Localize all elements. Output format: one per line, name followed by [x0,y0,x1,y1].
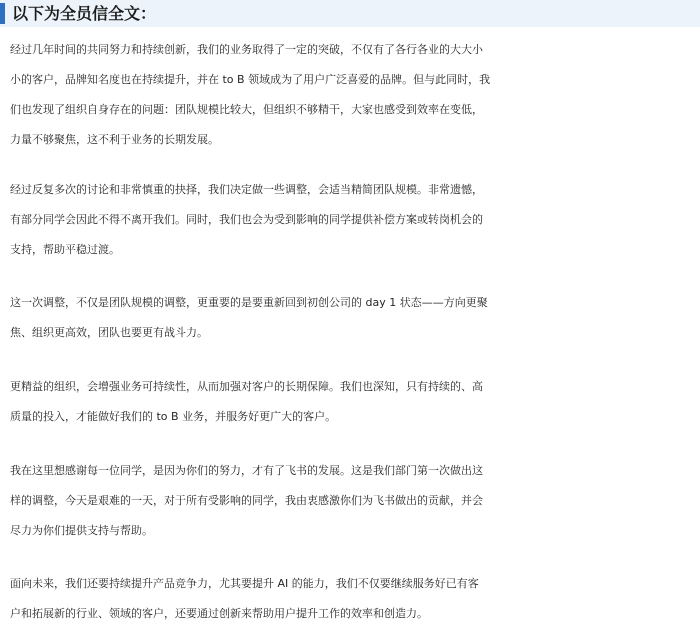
text-line: 力量不够聚焦，这不利于业务的长期发展。 [10,133,219,146]
text-line: 这一次调整，不仅是团队规模的调整，更重要的是要重新回到初创公司的 day 1 状态——方向更聚 [10,296,488,309]
paragraph-6 [10,569,700,621]
paragraph-5 [10,456,700,546]
text-line: 小的客户，品牌知名度也在持续提升，并在 to B 领域成为了用户广泛喜爱的品牌。但与此同时，我 [10,73,491,86]
text-line: 有部分同学会因此不得不离开我们。同时，我们也会为受到影响的同学提供补偿方案或转岗机会的 [10,213,483,226]
text-line: 质量的投入，才能做好我们的 to B 业务，并服务好更广大的客户。 [10,410,337,423]
paragraph-4 [10,372,700,432]
paragraph-3 [10,288,700,348]
text-line: 经过反复多次的讨论和非常慎重的抉择，我们决定做一些调整，会适当精简团队规模。非常遗憾， [10,183,483,196]
text-line: 经过几年时间的共同努力和持续创新，我们的业务取得了一定的突破，不仅有了各行各业的大大小 [10,43,483,56]
text-line: 尽力为你们提供支持与帮助。 [10,524,153,537]
paragraph-1 [10,35,700,155]
paragraph-2 [10,175,700,265]
heading-title: 以下为全员信全文： [12,4,157,23]
heading-accent-bar [0,3,5,24]
text-line: 面向未来，我们还要持续提升产品竞争力，尤其要提升 AI 的能力，我们不仅要继续服务好已有客 [10,577,479,590]
text-line: 支持，帮助平稳过渡。 [10,243,120,256]
text-line: 更精益的组织，会增强业务可持续性，从而加强对客户的长期保障。我们也深知，只有持续的、高 [10,380,483,393]
text-line: 样的调整，今天是艰难的一天，对于所有受影响的同学，我由衷感激你们为飞书做出的贡献，并会 [10,494,483,507]
text-line: 户和拓展新的行业、领域的客户，还要通过创新来帮助用户提升工作的效率和创造力。 [10,607,428,620]
text-line: 们也发现了组织自身存在的问题：团队规模比较大，但组织不够精干，大家也感受到效率在变低， [10,103,483,116]
text-line: 焦、组织更高效，团队也要更有战斗力。 [10,326,208,339]
text-line: 我在这里想感谢每一位同学，是因为你们的努力，才有了飞书的发展。这是我们部门第一次做出这 [10,464,483,477]
section-heading [0,0,700,27]
